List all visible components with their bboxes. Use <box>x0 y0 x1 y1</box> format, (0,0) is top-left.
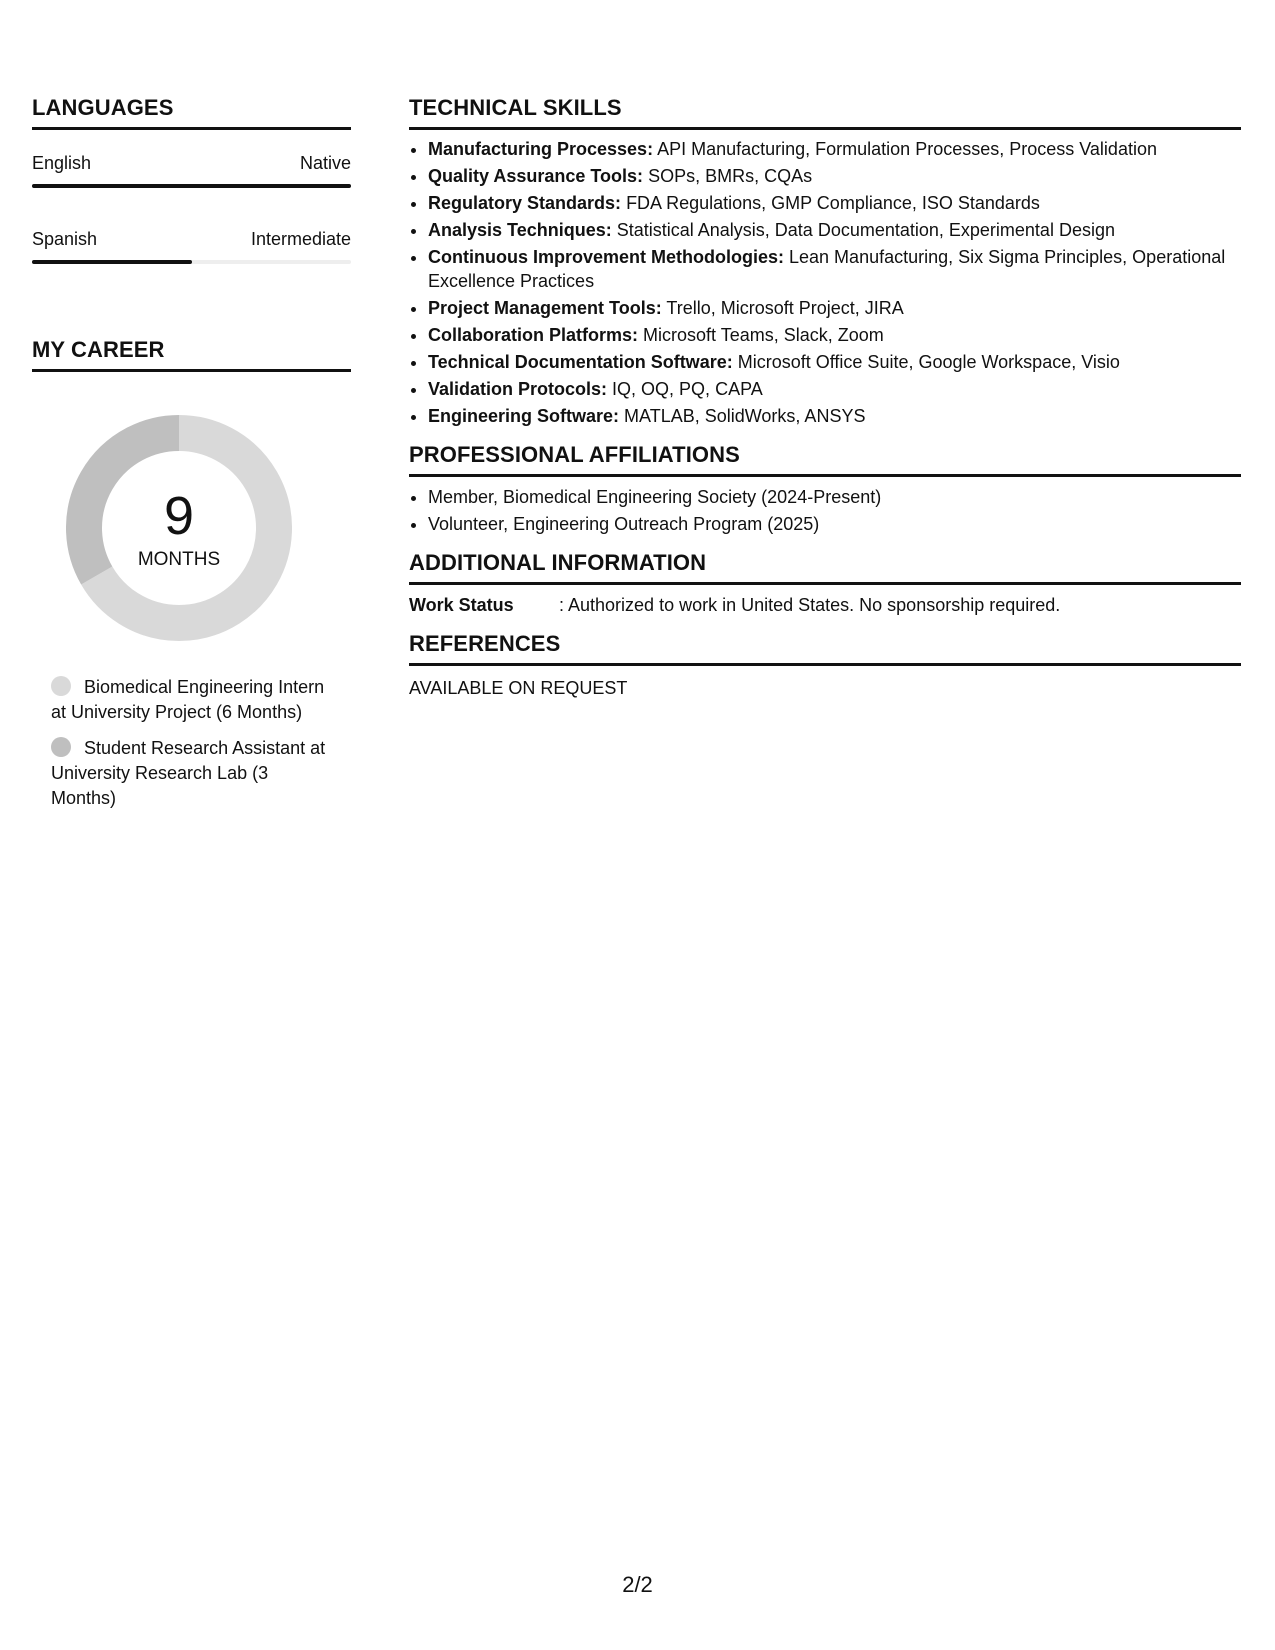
donut-center <box>66 415 292 641</box>
skill-value: Trello, Microsoft Project, JIRA <box>666 298 904 318</box>
language-level: Native <box>299 153 351 173</box>
skill-label: Quality Assurance Tools: <box>428 166 644 186</box>
career-heading: MY CAREER <box>32 336 351 372</box>
career-total-value: 9 <box>163 486 195 546</box>
additional-info-heading: ADDITIONAL INFORMATION <box>409 549 1241 585</box>
career-total-unit: MONTHS <box>137 549 221 570</box>
career-legend-label: Student Research Assistant at University Research Lab (3 Months) <box>51 738 326 808</box>
skill-label: Manufacturing Processes: <box>428 139 654 159</box>
language-row-english <box>32 152 351 188</box>
work-status-label: Work Status <box>409 595 514 615</box>
skill-item <box>428 350 1241 374</box>
skill-label: Continuous Improvement Methodologies: <box>428 247 784 267</box>
skill-item <box>428 323 1241 347</box>
skill-item <box>428 404 1241 428</box>
affiliations-section <box>409 441 1241 536</box>
skill-value: Statistical Analysis, Data Documentation, Experimental Design <box>616 220 1115 240</box>
work-status-row <box>409 593 1241 617</box>
career-donut-chart <box>66 415 292 641</box>
affiliation-item: • Volunteer, Engineering Outreach Program (2025) <box>428 512 1241 536</box>
career-legend-label: Biomedical Engineering Intern at University Project (6 Months) <box>51 677 325 722</box>
career-legend-item <box>51 736 331 811</box>
career-legend <box>32 675 351 811</box>
page-number: 2/2 <box>622 1572 653 1597</box>
skill-item <box>428 191 1241 215</box>
skill-value: Microsoft Teams, Slack, Zoom <box>643 325 884 345</box>
references-heading: REFERENCES <box>409 630 1241 666</box>
languages-heading: LANGUAGES <box>32 94 351 130</box>
skill-item <box>428 296 1241 320</box>
legend-dot-icon <box>51 676 71 696</box>
skill-value: MATLAB, SolidWorks, ANSYS <box>624 406 866 426</box>
language-level: Intermediate <box>250 229 351 249</box>
skill-label: Engineering Software: <box>428 406 620 426</box>
skill-item <box>428 218 1241 242</box>
skill-value: API Manufacturing, Formulation Processes, Process Validation <box>657 139 1157 159</box>
skill-label: Analysis Techniques: <box>428 220 612 240</box>
language-proficiency-bar <box>32 260 351 264</box>
references-section <box>409 630 1241 700</box>
language-proficiency-fill <box>32 260 192 264</box>
skill-label: Regulatory Standards: <box>428 193 622 213</box>
skill-label: Project Management Tools: <box>428 298 662 318</box>
skill-label: Validation Protocols: <box>428 379 608 399</box>
skill-item <box>428 137 1241 161</box>
language-name: English <box>32 153 92 173</box>
legend-dot-icon <box>51 737 71 757</box>
technical-skills-list <box>409 137 1241 428</box>
affiliations-heading: PROFESSIONAL AFFILIATIONS <box>409 441 1241 477</box>
technical-skills-heading: TECHNICAL SKILLS <box>409 94 1241 130</box>
skill-value: FDA Regulations, GMP Compliance, ISO Standards <box>626 193 1040 213</box>
skill-value: Lean Manufacturing, Six Sigma Principles, Operational Excellence Practices <box>428 247 1226 291</box>
language-proficiency-fill <box>32 184 351 188</box>
skill-value: Microsoft Office Suite, Google Workspace, Visio <box>737 352 1120 372</box>
skill-item <box>428 245 1241 293</box>
skill-value: SOPs, BMRs, CQAs <box>648 166 813 186</box>
references-text: AVAILABLE ON REQUEST <box>409 678 628 698</box>
skill-label: Technical Documentation Software: <box>428 352 733 372</box>
career-legend-item <box>51 675 331 725</box>
work-status-value: : Authorized to work in United States. No sponsorship required. <box>559 595 1061 615</box>
right-column <box>409 94 1241 700</box>
affiliations-list <box>409 485 1241 536</box>
skill-item <box>428 164 1241 188</box>
language-row-spanish <box>32 228 351 264</box>
skill-label: Collaboration Platforms: <box>428 325 639 345</box>
language-name: Spanish <box>32 229 98 249</box>
skill-value: IQ, OQ, PQ, CAPA <box>612 379 763 399</box>
language-proficiency-bar <box>32 184 351 188</box>
additional-info-section <box>409 549 1241 617</box>
affiliation-item: • Member, Biomedical Engineering Society (2024-Present) <box>428 485 1241 509</box>
left-column <box>32 94 351 822</box>
skill-item <box>428 377 1241 401</box>
